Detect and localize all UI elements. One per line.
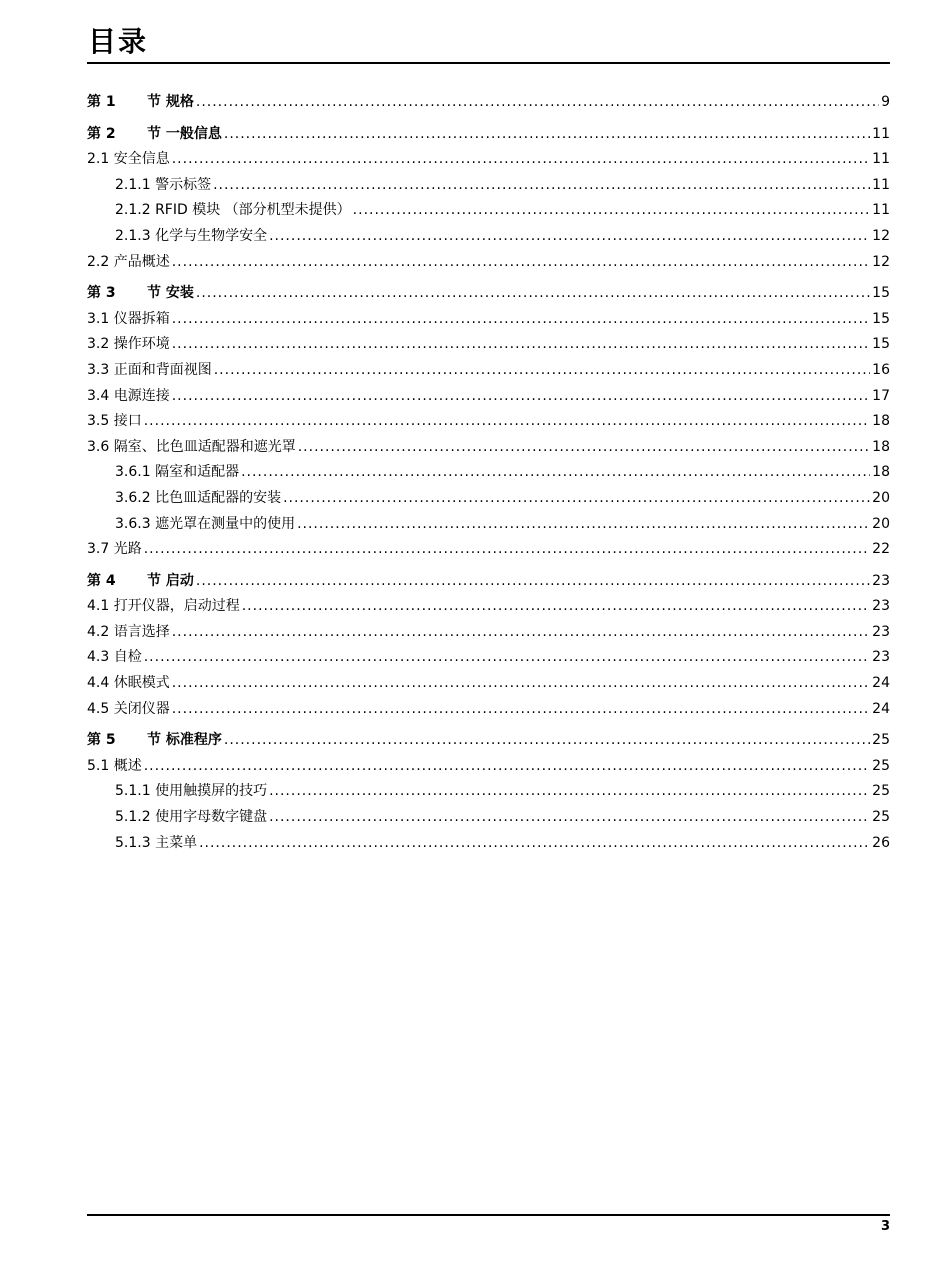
toc-entry-text: 4.3 自检 — [87, 649, 142, 666]
toc-chapter-entry[interactable] — [87, 122, 890, 148]
toc-page-number: 16 — [872, 361, 890, 378]
toc-page-number: 24 — [872, 700, 890, 717]
toc-entry-text: 节 一般信息 — [147, 125, 222, 142]
toc-entry-text: 节 安装 — [147, 285, 194, 302]
toc-entry[interactable] — [87, 198, 890, 224]
toc-page-number: 18 — [872, 413, 890, 430]
toc-entry-text: 2.1.3 化学与生物学安全 — [115, 227, 268, 244]
toc-entry-text: 2.1.2 RFID 模块 （部分机型未提供） — [115, 202, 351, 219]
toc-page-number: 15 — [872, 310, 890, 327]
toc-entry-text: 3.4 电源连接 — [87, 387, 170, 404]
dot-leader — [144, 754, 870, 780]
toc-page-number: 25 — [872, 732, 890, 749]
toc-entry[interactable] — [87, 671, 890, 697]
toc-page-number: 23 — [872, 623, 890, 640]
toc-entry-label — [115, 805, 267, 831]
dot-leader — [196, 90, 879, 116]
chapter-number: 第 5 — [87, 732, 116, 749]
toc-entry[interactable] — [87, 697, 890, 723]
toc-entry-text: 3.1 仪器拆箱 — [87, 310, 170, 327]
toc-page-number: 22 — [872, 541, 890, 558]
toc-page-number: 9 — [881, 94, 890, 110]
toc-entry-label — [115, 486, 281, 512]
toc-entry[interactable] — [87, 409, 890, 435]
toc-entry-label — [87, 697, 170, 723]
toc-entry-text: 2.1 安全信息 — [87, 151, 170, 168]
toc-page-number: 15 — [872, 336, 890, 353]
toc-entry[interactable] — [87, 645, 890, 671]
toc-entry-label — [87, 435, 296, 461]
chapter-number: 第 4 — [87, 572, 116, 589]
toc-entry[interactable] — [87, 754, 890, 780]
toc-entry-text: 5.1.1 使用触摸屏的技巧 — [115, 783, 268, 800]
dot-leader — [172, 697, 870, 723]
dot-leader — [172, 384, 870, 410]
toc-page-number: 20 — [872, 515, 890, 532]
toc-entry-text: 3.6.1 隔室和适配器 — [115, 464, 240, 481]
toc-chapter-entry[interactable] — [87, 569, 890, 595]
toc-entry-text: 4.4 休眠模式 — [87, 675, 170, 692]
toc-page-number: 23 — [872, 649, 890, 666]
toc-entry-label — [87, 281, 194, 307]
toc-entry-label — [87, 537, 142, 563]
toc-entry-text: 2.2 产品概述 — [87, 253, 170, 270]
toc-entry-label — [87, 754, 142, 780]
toc-page-number: 11 — [872, 176, 890, 193]
toc-entry-label — [87, 645, 142, 671]
toc-entry-label — [87, 250, 170, 276]
toc-entry[interactable] — [87, 147, 890, 173]
toc-entry-text: 4.2 语言选择 — [87, 623, 170, 640]
dot-leader — [269, 805, 870, 831]
toc-entry-text: 4.5 关闭仪器 — [87, 700, 170, 717]
toc-page-number: 15 — [872, 285, 890, 302]
toc-entry-label — [87, 90, 194, 116]
toc-entry-text: 3.6.2 比色皿适配器的安装 — [115, 489, 282, 506]
dot-leader — [172, 620, 870, 646]
toc-entry[interactable] — [87, 594, 890, 620]
toc-entry[interactable] — [87, 307, 890, 333]
toc-entry-text: 2.1.1 警示标签 — [115, 176, 212, 193]
toc-entry[interactable] — [87, 384, 890, 410]
toc-entry-label — [87, 594, 240, 620]
toc-page-number: 12 — [872, 227, 890, 244]
toc-entry[interactable] — [87, 512, 890, 538]
toc-page-number: 25 — [872, 783, 890, 800]
toc-entry[interactable] — [87, 224, 890, 250]
title-divider — [87, 62, 890, 64]
toc-entry[interactable] — [87, 173, 890, 199]
chapter-number: 第 3 — [87, 285, 116, 302]
toc-entry[interactable] — [87, 537, 890, 563]
toc-entry-text: 节 标准程序 — [147, 732, 222, 749]
toc-entry-label — [115, 779, 267, 805]
toc-page-number: 11 — [872, 151, 890, 168]
toc-entry-text: 3.6 隔室、比色皿适配器和遮光罩 — [87, 438, 296, 455]
toc-entry-label — [87, 728, 222, 754]
dot-leader — [144, 537, 870, 563]
toc-entry[interactable] — [87, 486, 890, 512]
toc-entry-label — [87, 358, 212, 384]
toc-page-number: 23 — [872, 598, 890, 615]
toc-entry[interactable] — [87, 779, 890, 805]
toc-entry-label — [87, 569, 194, 595]
dot-leader — [269, 224, 870, 250]
toc-entry-label — [87, 122, 222, 148]
toc-entry[interactable] — [87, 332, 890, 358]
toc-entry-label — [87, 332, 170, 358]
toc-entry-text: 节 规格 — [147, 94, 194, 110]
dot-leader — [353, 198, 871, 224]
dot-leader — [298, 435, 870, 461]
toc-page-number: 25 — [872, 809, 890, 826]
toc-entry[interactable] — [87, 460, 890, 486]
toc-entry-label — [87, 620, 170, 646]
dot-leader — [224, 728, 870, 754]
toc-entry[interactable] — [87, 620, 890, 646]
toc-entry[interactable] — [87, 805, 890, 831]
toc-page-number: 11 — [872, 202, 890, 219]
toc-entry-text: 5.1 概述 — [87, 757, 142, 774]
dot-leader — [172, 332, 870, 358]
toc-entry-text: 3.2 操作环境 — [87, 336, 170, 353]
toc-entry-text: 3.5 接口 — [87, 413, 142, 430]
dot-leader — [172, 147, 870, 173]
toc-entry[interactable] — [87, 250, 890, 276]
toc-chapter-entry[interactable] — [87, 90, 890, 116]
toc-chapter-entry[interactable] — [87, 281, 890, 307]
dot-leader — [144, 409, 870, 435]
toc-page-number: 17 — [872, 387, 890, 404]
toc-page-number: 25 — [872, 757, 890, 774]
toc-page-number: 18 — [872, 464, 890, 481]
toc-page-number: 24 — [872, 675, 890, 692]
toc-entry-label — [115, 224, 267, 250]
toc-entry-label — [87, 671, 170, 697]
dot-leader — [242, 594, 870, 620]
dot-leader — [283, 486, 870, 512]
toc-entry-text: 4.1 打开仪器，启动过程 — [87, 598, 240, 615]
toc-entry-text: 3.3 正面和背面视图 — [87, 361, 212, 378]
dot-leader — [213, 173, 870, 199]
table-of-contents — [87, 90, 890, 856]
chapter-number: 第 2 — [87, 125, 116, 142]
chapter-number: 第 1 — [87, 94, 116, 110]
toc-page-number: 11 — [872, 125, 890, 142]
dot-leader — [172, 250, 870, 276]
dot-leader — [214, 358, 870, 384]
toc-entry-label — [87, 147, 170, 173]
toc-entry[interactable] — [87, 358, 890, 384]
dot-leader — [196, 569, 870, 595]
toc-entry-text: 节 启动 — [147, 572, 194, 589]
toc-entry-label — [115, 831, 197, 857]
dot-leader — [269, 779, 870, 805]
toc-entry-text: 3.6.3 遮光罩在测量中的使用 — [115, 515, 296, 532]
page-number: 3 — [880, 1219, 890, 1234]
toc-entry-text: 3.7 光路 — [87, 541, 142, 558]
toc-entry[interactable] — [87, 831, 890, 857]
dot-leader — [199, 831, 870, 857]
dot-leader — [224, 122, 870, 148]
toc-entry-label — [115, 460, 239, 486]
toc-entry-text: 5.1.3 主菜单 — [115, 834, 198, 851]
dot-leader — [297, 512, 870, 538]
toc-entry-label — [115, 198, 351, 224]
toc-entry-label — [115, 512, 295, 538]
toc-entry-label — [87, 409, 142, 435]
dot-leader — [172, 671, 870, 697]
toc-entry-text: 5.1.2 使用字母数字键盘 — [115, 809, 268, 826]
dot-leader — [172, 307, 870, 333]
toc-page-number: 20 — [872, 489, 890, 506]
toc-entry-label — [87, 307, 170, 333]
toc-entry[interactable] — [87, 435, 890, 461]
toc-page-number: 18 — [872, 438, 890, 455]
toc-page-number: 26 — [872, 834, 890, 851]
dot-leader — [241, 460, 870, 486]
dot-leader — [144, 645, 870, 671]
dot-leader — [196, 281, 870, 307]
toc-entry-label — [87, 384, 170, 410]
page-title: 目录 — [88, 25, 149, 58]
footer-divider — [87, 1214, 890, 1216]
toc-entry-label — [115, 173, 211, 199]
toc-chapter-entry[interactable] — [87, 728, 890, 754]
toc-page-number: 23 — [872, 572, 890, 589]
toc-page-number: 12 — [872, 253, 890, 270]
